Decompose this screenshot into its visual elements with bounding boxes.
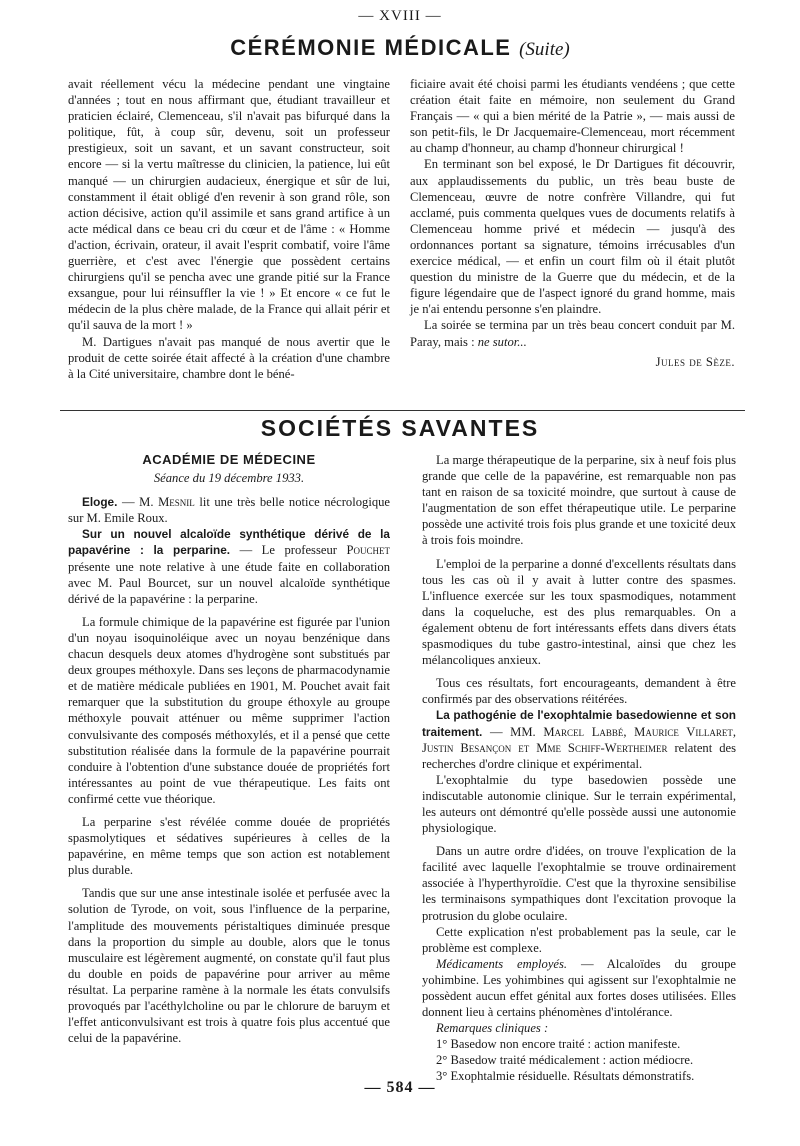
remarques-label-text: Remarques cliniques : bbox=[436, 1021, 549, 1036]
remarques-list bbox=[422, 1036, 736, 1084]
medicaments-paragraph bbox=[422, 956, 736, 1020]
perparine-label: Sur un nouvel alcaloïde synthétique dérivé de la papavérine : la perparine. bbox=[68, 527, 390, 558]
medicaments-text: — Alcaloïdes du groupe yohimbine. Les yohimbines qui agissent sur l'exophtalmie ne possèdent aucun effet génital aux fortes doses utilisées. Elles donnent lieu à certains phénomènes d'intolérance. bbox=[422, 956, 736, 1020]
academie-left-paragraph-1: La formule chimique de la papavérine est figurée par l'union d'un noyau isoquinoléique avec un noyau benzénique dans chacun desquels deux atomes d'hydrogène sont substitués par deux groupes méthoxyle. Dans ses leçons de pharmacodynamie et de matière médicale publiées en 1901, M. Pouchet avait fait remarquer que la substitution du groupe éthoxyle au groupe méthoxyle pouvait atténuer ou même supprimer l'action convulsivante des composés méthoxylés, et il a pensé que cette substitution réalisée dans la formule de la papavérine pourrait conduire à l'obtention d'une substance douée de propriétés fort intéressantes au point de vue thérapeutique. Les faits ont confirmé cette vue théorique. bbox=[68, 614, 390, 806]
perparine-text-1: — Le professeur bbox=[230, 543, 337, 558]
academie-right-paragraph-2: L'emploi de la perparine a donné d'excellents résultats dans tous les cas où il y avait à lutter contre des spasmes. L'influence exercée sur les toux spasmodiques, notamment dans la coqueluche, est des plus remarquables. On a également obtenu de fort intéressants effets dans divers états spasmodiques du tube gastro-intestinal, ainsi que chez les mélancoliques anxieux. bbox=[422, 556, 736, 668]
author-signature: Jules de Sèze. bbox=[655, 354, 735, 369]
eloge-name: Mesnil bbox=[158, 495, 195, 510]
academie-right-paragraph-4: L'exophtalmie du type basedowien possède une indiscutable autonomie clinique. Sur le terrain expérimental, les auteurs ont démontré qu'elle possède aussi une autonomie physiologique. bbox=[422, 772, 736, 836]
ceremonie-left-column bbox=[68, 76, 390, 382]
academie-left-paragraph-3: Tandis que sur une anse intestinale isolée et perfusée avec la solution de Tyrode, on voit, sous l'influence de la perparine, l'amplitude des mouvements péristaltiques diminuée presque dans la proportion du simple au double, alors que le tonus musculaire est légèrement augmenté, on constate qu'il faut plus du double en poids de papavérine pour arriver au même résultat. La perparine ramène à la normale les états convulsifs provoqués par l'acéthylcholine ou par le chlorure de baruym et l'effet anticonvulsivant est trois à quatre fois plus accentué que celui de la papavérine. bbox=[68, 886, 390, 1046]
academie-left-paragraph-2: La perparine s'est révélée comme douée de propriétés spasmolytiques et sédatives supérieures à celles de la papavérine, en même temps que son action est notablement plus durable. bbox=[68, 814, 390, 878]
ceremonie-right-paragraph-2: En terminant son bel exposé, le Dr Dartigues fit découvrir, aux applaudissements du public, un très beau buste de Clemenceau, œuvre de notre confrère Villandre, qui fut acclamé, puis commenta quelques vues de documents relatifs à Clemenceau homme privé et médecin — jusqu'à des ordonnances portant sa signature, témoins irrécusables d'un exercice médical, — et enfin un court film où il était plutôt question du ministre de la Guerre que du médecin, et de la figure légendaire que de l'aspect ignoré du grand homme, mais je n'ai entendu personne s'en plaindre. bbox=[410, 157, 735, 317]
list-item: 3° Exophtalmie résiduelle. Résultats démonstratifs. bbox=[436, 1069, 695, 1084]
ceremonie-suite: (Suite) bbox=[519, 39, 570, 60]
pathogenie-text-2: relatent des recherches d'ordre clinique et expérimental. bbox=[422, 740, 736, 771]
folio-header: — XVIII — bbox=[358, 8, 442, 24]
section-divider bbox=[60, 410, 745, 411]
remarques-label bbox=[422, 1020, 736, 1036]
perparine-paragraph bbox=[68, 526, 390, 606]
ceremonie-left-paragraph-1: avait réellement vécu la médecine pendant une vingtaine d'années ; tout en nous affirmant que, étudiant travailleur et praticien éclairé, Clemenceau, s'il n'avait pas bifurqué dans la politique, fût, à coup sûr, devenu, soit un professeur prestigieux, soit un savant, et un savant constructeur, soit encore — si la vertu maîtresse du clinicien, la patience, lui eût manqué — un chirurgien audacieux, énergique et sûr de lui, constamment il était obligé d'en revenir à son grand rôle, son action décisive, action qu'il assimile et sans grand artifice à un acte médical dans ce beau cri du cœur et de l'âme : « Homme d'action, écrivain, orateur, il avait l'esprit combatif, voire l'âme guerrière, et c'est avec l'énergie que possèdent certains chirurgiens qu'il se pencha avec une grande pitié sur la France exsangue, pour lui réinsuffler la vie ! » Et encore « ce fut le médecin de la plus chère malade, de la France qui allait périr et qu'il sauva de la mort ! » bbox=[68, 77, 390, 333]
pathogenie-names: Marcel Labbé, Maurice Villaret, Justin Besançon et Mme Schiff-Wertheimer bbox=[422, 724, 736, 755]
eloge-text-1: — M. bbox=[117, 495, 154, 510]
ceremonie-right-column bbox=[410, 76, 735, 370]
academie-right-paragraph-1: La marge thérapeutique de la perparine, six à neuf fois plus grande que celle de la papavérine, est remarquable non pas tant en raison de sa toxicité moindre, que surtout à cause de l'augmentation de son effet thérapeutique utile. Le perparine possède une activité trois fois plus grande et une toxicité deux à trois fois moindre. bbox=[422, 453, 736, 548]
page-number: — 584 — bbox=[364, 1079, 436, 1096]
eloge-text-2: lit une très belle notice nécrologique sur M. Emile Roux. bbox=[68, 495, 390, 526]
academie-right-paragraph-6: Cette explication n'est probablement pas la seule, car le problème est complexe. bbox=[422, 924, 736, 955]
closing-italic: ne sutor... bbox=[477, 334, 527, 349]
closing-text: La soirée se termina par un très beau concert conduit par M. Paray, mais : bbox=[410, 318, 735, 349]
pathogenie-label: La pathogénie de l'exophtalmie basedowienne et son traitement. bbox=[422, 708, 736, 739]
academie-right-column bbox=[422, 452, 736, 1085]
societes-savantes-title: SOCIÉTÉS SAVANTES bbox=[260, 415, 540, 441]
list-item: 2° Basedow traité médicalement : action médiocre. bbox=[436, 1053, 694, 1068]
ceremonie-left-paragraph-2: M. Dartigues n'avait pas manqué de nous avertir que le produit de cette soirée était affecté à la création d'une chambre à la Cité universitaire, chambre dont le béné- bbox=[68, 334, 390, 381]
academie-left-column bbox=[68, 452, 390, 1046]
ceremonie-title: CÉRÉMONIE MÉDICALE bbox=[230, 35, 512, 60]
ceremonie-right-paragraph-1: ficiaire avait été choisi parmi les étudiants vendéens ; que cette création était faite en mémoire, non seulement du Grand Français — « qui a bien mérité de la Patrie », — mais aussi de son petit-fils, le Dr Jacquemaire-Clemenceau, mort récemment au champ d'honneur, au champ d'honneur chirurgical ! bbox=[410, 77, 735, 156]
academie-heading: ACADÉMIE DE MÉDECINE bbox=[142, 452, 316, 467]
eloge-label: Eloge. bbox=[82, 495, 118, 510]
academie-right-paragraph-3: Tous ces résultats, fort encourageants, demandent à être confirmés par des observations réitérées. bbox=[422, 676, 736, 707]
pathogenie-text-1: — MM. bbox=[482, 724, 536, 739]
pathogenie-paragraph bbox=[422, 707, 736, 771]
ceremonie-closing bbox=[410, 317, 735, 349]
academie-right-paragraph-5: Dans un autre ordre d'idées, on trouve l'explication de la facilité avec laquelle l'exophtalmie se trouve ordinairement associée à l'hyperthyroïdie. C'est que la thyroxine sensibilise les terminaisons sympathiques dont l'excitation provoque la protrusion du globe oculaire. bbox=[422, 844, 736, 923]
eloge-paragraph bbox=[68, 494, 390, 526]
perparine-name: Pouchet bbox=[346, 543, 390, 558]
medicaments-label: Médicaments employés. bbox=[436, 956, 568, 971]
section-title-ceremonie bbox=[0, 35, 800, 60]
perparine-text-2: présente une note relative à une étude faite en collaboration avec M. Paul Bourcet, sur un nouvel alcaloïde synthétique dérivé de la papavérine : la perparine. bbox=[68, 559, 390, 606]
seance-date: Séance du 19 décembre 1933. bbox=[153, 471, 305, 486]
list-item: 1° Basedow non encore traité : action manifeste. bbox=[436, 1037, 681, 1052]
